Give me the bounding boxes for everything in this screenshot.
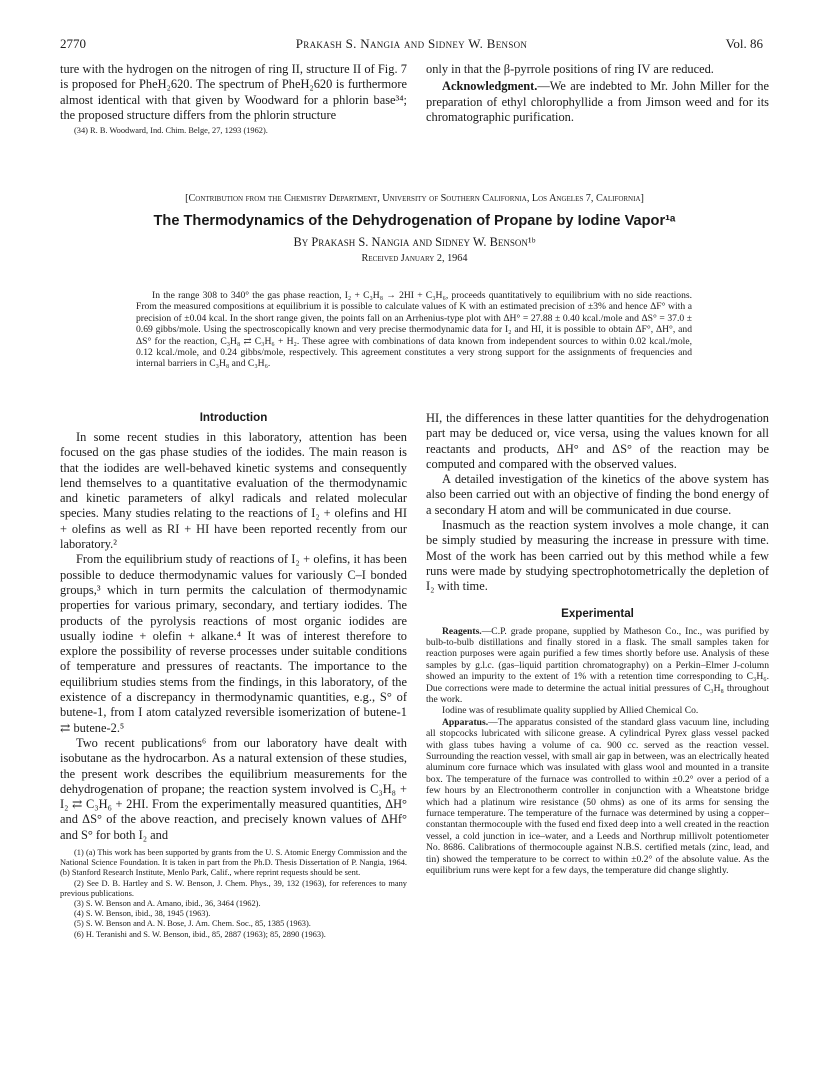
intro-paragraph-1: In some recent studies in this laboratory, attention has been focused on the gas phase studies of the iodides. The main reason is that the iodides are well-behaved kinetic systems and consequently lend themselves to a quantitative evaluation of the thermodynamic and kinetic parameters of alkyl radicals and related molecular species. Many studies relating to the reactions of I₂ + olefins and HI + olefins as well as RI + HI have been reported recently from our laboratory.² [60, 430, 407, 552]
introduction-column [60, 411, 407, 940]
article-authors: By Prakash S. Nangia and Sidney W. Benson¹ᵇ [293, 235, 536, 249]
reagents-paragraph [426, 626, 769, 706]
footnotes-block [60, 848, 407, 940]
carryover-paragraph-right: only in that the β-pyrrole positions of ring IV are reduced. [426, 62, 714, 76]
received-date: Received January 2, 1964 [361, 253, 468, 264]
running-header [60, 36, 763, 54]
footnote-5: (5) S. W. Benson and A. N. Bose, J. Am. Chem. Soc., 85, 1385 (1963). [74, 919, 311, 929]
footnote-2: (2) See D. B. Hartley and S. W. Benson, J. Chem. Phys., 39, 132 (1963), for references to many previous publications. [60, 878, 407, 898]
experimental-heading: Experimental [561, 606, 634, 620]
acknowledgment-text: —We are indebted to Mr. John Miller for the preparation of ethyl chlorophyllide a from Jimson weed and for its chromatographic purification. [426, 79, 769, 124]
apparatus-text: —The apparatus consisted of the standard glass vacuum line, including all stopcocks lubricated with silicone grease. A cylindrical Pyrex glass vessel packed with glass tubes having a volume of ca. 900 cc. served as the reaction vessel. Surrounding the reaction vessel, with small air gap in between, was an electrically heated aluminum core furnace which was insulated with glass wool and mounted in a transite box. The temperature of the furnace was controlled to within ±0.2° over a period of a few hours by an Electronotherm controller in conjunction with a Wheatstone bridge which had a platinum wire resistance (50 ohms) as one of its arms for sensing the furnace temperature. The temperature of the furnace was determined by using a copper–constantan thermocouple with the fused end fixed deep into a well created in the reaction vessel, a cold junction in ice–water, and a Leeds and Northrup millivolt potentiometer No. 8686. Calibrations of thermocouple against N.B.S. certified metals (zinc, lead, and tin) showed the temperature to be correct to within ±0.2° of the absolute value. As the equilibrium runs were kept for a few days, the temperature did change slightly. [426, 716, 769, 877]
abstract-text: In the range 308 to 340° the gas phase reaction, I₂ + C₃H₈ → 2HI + C₃H₆, proceeds quantitatively to equilibrium with no side reactions. From the measured compositions at equilibrium it is possible to calculate values of K with an estimated precision of ±3% and hence ΔF° with a precision of ±0.04 kcal. In the short range given, the points fall on an Arrhenius-type plot with ΔH° = 27.88 ± 0.40 kcal./mole and ΔS° = 37.0 ± 0.69 gibbs/mole. Using the spectroscopically known and very precise thermodynamic data for I₂ and HI, it is possible to obtain ΔF°, ΔH°, and ΔS° for the reaction, C₃H₈ ⇄ C₃H₆ + H₂. These agree with combinations of data known from independent sources to within 0.02 kcal./mole, 0.12 kcal./mole, and 0.24 gibbs/mole, respectively. This agreement constitutes a very strong support for the assignments of frequencies and internal barriers in C₃H₈ and C₃H₆. [136, 290, 692, 370]
footnote-34: (34) R. B. Woodward, Ind. Chim. Belge, 27, 1293 (1962). [74, 126, 268, 136]
acknowledgment-paragraph [426, 79, 769, 125]
introduction-heading: Introduction [199, 411, 268, 424]
article-heading [60, 193, 769, 264]
carryover-paragraph: ture with the hydrogen on the nitrogen of ring II, structure II of Fig. 7 is proposed for PheH₂620. The spectrum of PheH₂620 is furthermore almost identical with that given by Woodward for a phlorin base³⁴; the proposed structure differs from the phlorin structure [60, 62, 407, 122]
intro-paragraph-2: From the equilibrium study of reactions of I₂ + olefins, it has been possible to deduce thermodynamic values for variously C–I bonded groups,³ which in turn permits the calculation of thermodynamic properties for various primary, secondary, and tertiary iodides. The products of the pyrolysis reactions of most organic iodides are usually iodine + olefin + alkane.⁴ It was of interest therefore to explore the possibility of reverse processes under suitable conditions of temperature and pressures of reactants. The importance to the equilibrium studies stems from the findings, in this laboratory, of the existence of a discrepancy in thermodynamic quantities, e.g., S° of butene-1, from I atom catalyzed reversible isomerization of butene-1 ⇄ butene-2.⁵ [60, 552, 407, 735]
contribution-line: [Contribution from the Chemistry Department, University of Southern California, Los Angeles 7, California] [185, 193, 644, 204]
carryover-left-column [60, 62, 407, 136]
footnote-3: (3) S. W. Benson and A. Amano, ibid., 36, 3464 (1962). [74, 899, 261, 909]
carryover-right-column [426, 62, 769, 125]
reagents-text: —C.P. grade propane, supplied by Matheson Co., Inc., was purified by bulb-to-bulb distillations and finally stored in a flask. The small samples taken for reaction purposes were again purified a few times shortly before use. Analysis of these samples by g.l.c. (gas–liquid partition chromatography) on a Perkin–Elmer J-column showed an impurity to the extent of 1% with a retention time corresponding to C₃H₆. Due corrections were made to determine the actual initial pressures of C₃H₈ throughout the work. [426, 625, 769, 705]
page-number: 2770 [60, 36, 86, 51]
footnote-1: (1) (a) This work has been supported by grants from the U. S. Atomic Energy Commission and the National Science Foundation. It is taken in part from the Ph.D. Thesis Dissertation of P. Nangia, 1964. (b) Stanford Research Institute, Menlo Park, Calif., where reprint requests should be sent. [60, 848, 407, 878]
footnote-4: (4) S. W. Benson, ibid., 38, 1945 (1963). [74, 909, 211, 919]
reagents-label: Reagents. [442, 625, 482, 637]
article-title: The Thermodynamics of the Dehydrogenation of Propane by Iodine Vapor¹ᵃ [153, 213, 676, 229]
right-paragraph-2: A detailed investigation of the kinetics of the above system has also been carried out with an objective of finding the bond energy of a secondary H atom and will be communicated in due course. [426, 472, 769, 517]
apparatus-paragraph [426, 717, 769, 877]
intro-paragraph-3: Two recent publications⁶ from our laboratory have dealt with isobutane as the hydrocarbon. As a natural extension of these studies, the present work describes the equilibrium measurements for the dehydrogenation of propane; the reaction system involved is C₃H₈ + I₂ ⇄ C₃H₆ + 2HI. From the experimentally measured quantities, ΔH° and ΔS° of the above reaction, and precisely known values of ΔHf° and S° for both I₂ and [60, 735, 407, 842]
abstract-block [136, 290, 692, 370]
footnote-6: (6) H. Teranishi and S. W. Benson, ibid., 85, 2887 (1963); 85, 2890 (1963). [74, 929, 326, 939]
running-title: Prakash S. Nangia and Sidney W. Benson [295, 36, 528, 51]
right-paragraph-3: Inasmuch as the reaction system involves a mole change, it can be simply studied by measuring the increase in pressure with time. Most of the work has been carried out by this method while a few runs were made by studying spectrophotometrically the depletion of I₂ with time. [426, 518, 769, 594]
right-paragraph-1: HI, the differences in these latter quantities for the dehydrogenation part may be deduced or, vice versa, using the values known for all reactants and products, ΔH° and ΔS° of the reaction may be computed and compared with the observed values. [426, 411, 769, 471]
right-column [426, 411, 769, 877]
volume-label: Vol. 86 [725, 36, 763, 51]
apparatus-label: Apparatus. [442, 716, 489, 728]
acknowledgment-label: Acknowledgment. [442, 79, 538, 94]
iodine-paragraph: Iodine was of resublimate quality supplied by Allied Chemical Co. [442, 705, 699, 717]
